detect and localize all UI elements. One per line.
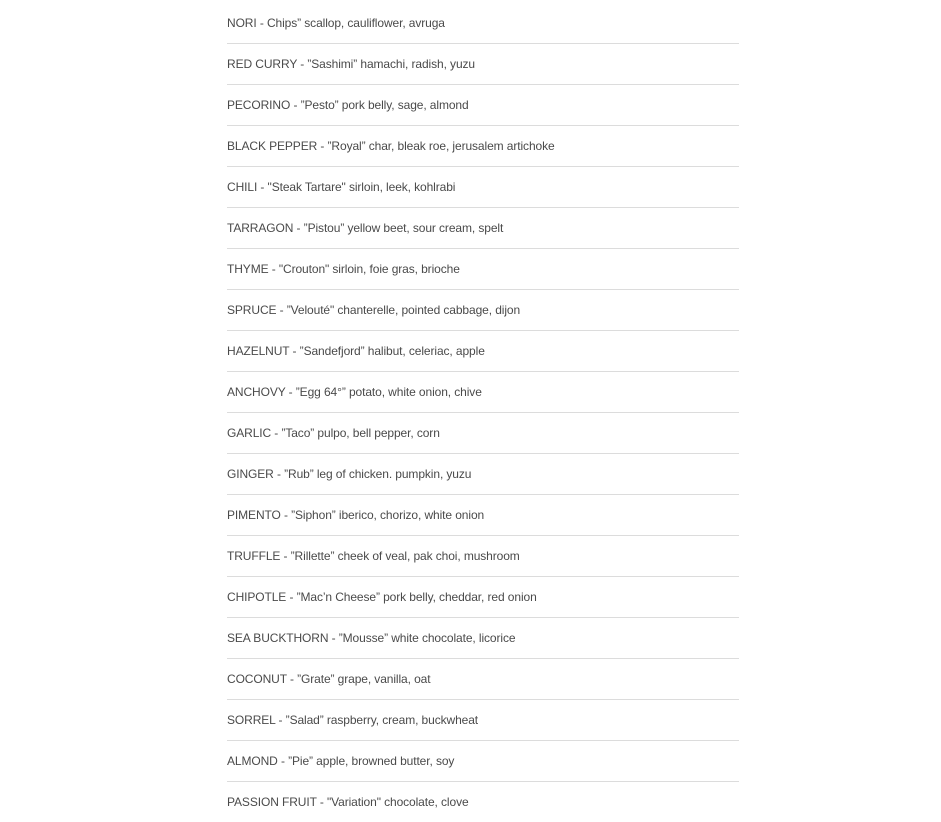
- menu-item: TRUFFLE - ”Rillette” cheek of veal, pak choi, mushroom: [227, 536, 739, 577]
- menu-item: SORREL - ”Salad” raspberry, cream, buckwheat: [227, 700, 739, 741]
- menu-item: BLACK PEPPER - ”Royal” char, bleak roe, jerusalem artichoke: [227, 126, 739, 167]
- menu-item: GARLIC - ”Taco” pulpo, bell pepper, corn: [227, 413, 739, 454]
- menu-item: ALMOND - ”Pie” apple, browned butter, soy: [227, 741, 739, 782]
- menu-item: PECORINO - ”Pesto” pork belly, sage, almond: [227, 85, 739, 126]
- menu-item: PASSION FRUIT - "Variation" chocolate, clove: [227, 795, 469, 809]
- menu-item: GINGER - ”Rub” leg of chicken. pumpkin, yuzu: [227, 454, 739, 495]
- menu-item: COCONUT - ”Grate” grape, vanilla, oat: [227, 659, 739, 700]
- menu-item: SPRUCE - ”Velouté" chanterelle, pointed cabbage, dijon: [227, 290, 739, 331]
- menu-item: CHIPOTLE - ”Mac’n Cheese” pork belly, cheddar, red onion: [227, 577, 739, 618]
- menu-item: TARRAGON - ”Pistou” yellow beet, sour cream, spelt: [227, 208, 739, 249]
- menu-item: NORI - Chips” scallop, cauliflower, avruga: [227, 3, 739, 44]
- menu-item: SEA BUCKTHORN - ”Mousse” white chocolate, licorice: [227, 618, 739, 659]
- menu-item: RED CURRY - ”Sashimi” hamachi, radish, yuzu: [227, 44, 739, 85]
- menu-item: THYME - "Crouton" sirloin, foie gras, brioche: [227, 249, 739, 290]
- menu-item: ANCHOVY - ”Egg 64°” potato, white onion, chive: [227, 372, 739, 413]
- menu-item: CHILI - "Steak Tartare" sirloin, leek, kohlrabi: [227, 167, 739, 208]
- tasting-menu-list: [227, 3, 739, 822]
- menu-item: HAZELNUT - ”Sandefjord” halibut, celeriac, apple: [227, 331, 739, 372]
- menu-item: PIMENTO - ”Siphon” iberico, chorizo, white onion: [227, 495, 739, 536]
